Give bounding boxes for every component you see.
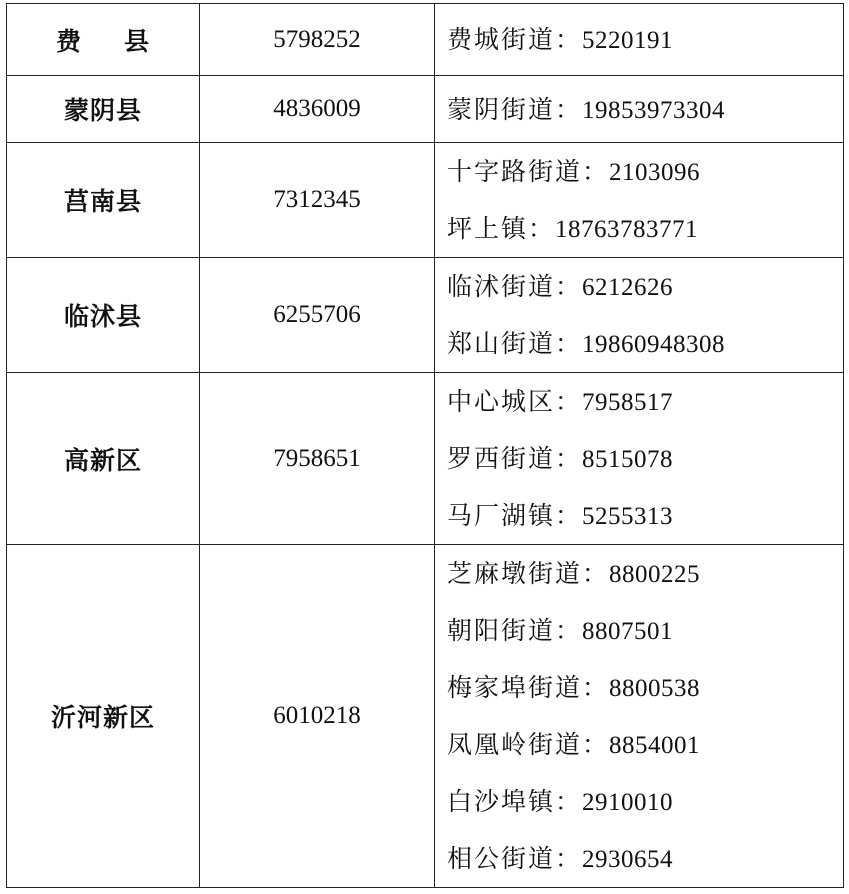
subdistrict-entry xyxy=(447,487,843,544)
county-name-cell xyxy=(7,545,200,888)
subdistrict-name: 郑山街道： xyxy=(447,329,583,358)
subdistrict-name: 马厂湖镇： xyxy=(447,501,583,530)
table-row xyxy=(7,373,844,545)
subdistrict-entry xyxy=(447,773,843,830)
subdistrict-phone: 2930654 xyxy=(582,846,674,873)
subdistrict-phone: 19860948308 xyxy=(582,331,726,358)
subdistrict-entry xyxy=(447,373,843,430)
subdistrict-list xyxy=(435,545,844,888)
county-phone: 6255706 xyxy=(200,258,435,373)
subdistrict-name: 凤凰岭街道： xyxy=(447,730,610,759)
county-name-cell xyxy=(7,4,200,76)
subdistrict-list xyxy=(435,76,844,143)
subdistrict-name: 中心城区： xyxy=(447,387,583,416)
county-name-cell xyxy=(7,373,200,545)
contact-table xyxy=(6,3,844,888)
county-name: 县 xyxy=(124,26,151,56)
subdistrict-name: 梅家埠街道： xyxy=(447,673,610,702)
county-phone: 4836009 xyxy=(200,76,435,143)
subdistrict-name: 白沙埠镇： xyxy=(447,787,583,816)
subdistrict-entry xyxy=(447,430,843,487)
subdistrict-entry xyxy=(447,716,843,773)
subdistrict-list xyxy=(435,258,844,373)
subdistrict-list xyxy=(435,373,844,545)
subdistrict-entry xyxy=(447,200,843,257)
subdistrict-name: 朝阳街道： xyxy=(447,616,583,645)
county-phone: 7958651 xyxy=(200,373,435,545)
subdistrict-phone: 8515078 xyxy=(582,446,674,473)
subdistrict-entry xyxy=(447,659,843,716)
subdistrict-phone: 18763783771 xyxy=(555,216,699,243)
subdistrict-name: 芝麻墩街道： xyxy=(447,559,610,588)
subdistrict-phone: 2910010 xyxy=(582,789,674,816)
table-row xyxy=(7,545,844,888)
county-name-cell xyxy=(7,76,200,143)
subdistrict-phone: 7958517 xyxy=(582,389,674,416)
subdistrict-name: 坪上镇： xyxy=(447,214,556,243)
subdistrict-entry xyxy=(447,545,843,602)
subdistrict-name: 蒙阴街道： xyxy=(447,94,583,124)
county-phone: 7312345 xyxy=(200,143,435,258)
county-name: 临沭县 xyxy=(63,302,142,331)
subdistrict-name: 十字路街道： xyxy=(447,157,610,186)
subdistrict-phone: 2103096 xyxy=(609,159,701,186)
subdistrict-list xyxy=(435,4,844,76)
subdistrict-name: 费城街道： xyxy=(447,25,583,54)
subdistrict-phone: 5255313 xyxy=(582,503,674,530)
county-name: 沂河新区 xyxy=(50,703,155,732)
county-name: 费 xyxy=(55,26,82,56)
subdistrict-name: 临沭街道： xyxy=(447,272,583,301)
subdistrict-name: 罗西街道： xyxy=(447,444,583,473)
subdistrict-phone: 8800538 xyxy=(609,675,701,702)
subdistrict-entry xyxy=(447,602,843,659)
subdistrict-entry xyxy=(447,81,843,138)
subdistrict-phone: 8807501 xyxy=(582,618,674,645)
county-phone: 5798252 xyxy=(200,4,435,76)
county-name: 高新区 xyxy=(63,445,142,475)
subdistrict-phone: 19853973304 xyxy=(582,96,726,124)
table-row xyxy=(7,76,844,143)
subdistrict-entry xyxy=(447,258,843,315)
subdistrict-phone: 8800225 xyxy=(609,561,701,588)
table-row xyxy=(7,143,844,258)
subdistrict-entry xyxy=(447,11,843,68)
table-row xyxy=(7,4,844,76)
subdistrict-phone: 6212626 xyxy=(582,274,674,301)
county-name-cell xyxy=(7,258,200,373)
subdistrict-name: 相公街道： xyxy=(447,844,583,873)
subdistrict-entry xyxy=(447,830,843,887)
subdistrict-phone: 5220191 xyxy=(582,27,674,54)
county-name: 莒南县 xyxy=(63,187,142,216)
county-name: 蒙阴县 xyxy=(63,96,142,125)
subdistrict-phone: 8854001 xyxy=(609,732,701,759)
county-name-cell xyxy=(7,143,200,258)
subdistrict-entry xyxy=(447,143,843,200)
county-phone: 6010218 xyxy=(200,545,435,888)
subdistrict-entry xyxy=(447,315,843,372)
table-row xyxy=(7,258,844,373)
subdistrict-list xyxy=(435,143,844,258)
